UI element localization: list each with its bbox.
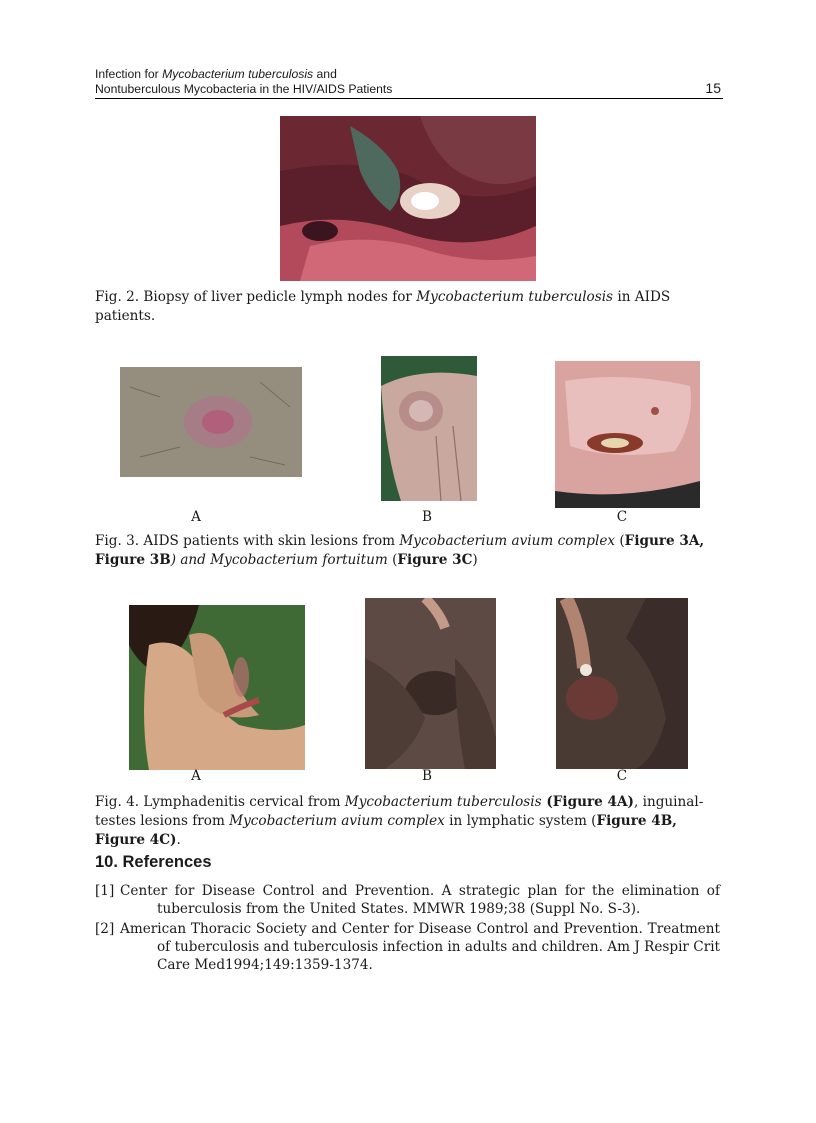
figure-3-panel-label-c: C xyxy=(616,509,628,525)
figure-4a-photo xyxy=(129,605,305,770)
running-header-title: Infection for Mycobacterium tuberculosis and Nontuberculous Mycobacteria in the HIV/AIDS Patients xyxy=(95,67,393,96)
figure-3a-photo xyxy=(120,367,302,477)
figure-2-photo xyxy=(280,116,536,281)
figure-4-panel-label-b: B xyxy=(422,768,432,784)
figure-4-panel-label-a: A xyxy=(191,768,201,784)
reference-item-1 xyxy=(95,882,720,918)
page-number: 15 xyxy=(705,80,721,96)
figure-4b-photo xyxy=(365,598,496,769)
figure-2-caption: Fig. 2. Biopsy of liver pedicle lymph nodes for Mycobacterium tuberculosis in AIDS patients. xyxy=(95,289,671,324)
running-header xyxy=(95,67,723,99)
reference-number: [1] xyxy=(95,883,115,899)
figure-3-panel-label-b: B xyxy=(422,509,432,525)
figure-4-panel-label-c: C xyxy=(616,768,628,784)
figure-4c-photo xyxy=(556,598,688,769)
references-heading: 10. References xyxy=(95,853,212,871)
figure-3c-photo xyxy=(555,361,700,508)
reference-number: [2] xyxy=(95,921,115,937)
figure-3b-photo xyxy=(381,356,477,501)
figure-3-panel-label-a: A xyxy=(191,509,201,525)
figure-3-caption: Fig. 3. AIDS patients with skin lesions from Mycobacterium avium complex (Figure 3A, Figure 3B) and Mycobacterium fortuitum (Figure 3C) xyxy=(95,533,705,568)
reference-text: American Thoracic Society and Center for Disease Control and Prevention. Treatment of tuberculosis and tuberculosis infection in adults and children. Am J Respir Crit Care Med1994;149:1359-1374. xyxy=(120,921,720,974)
reference-text: Center for Disease Control and Prevention. A strategic plan for the elimination of tuberculosis from the United States. MMWR 1989;38 (Suppl No. S-3). xyxy=(120,883,720,918)
figure-4-caption: Fig. 4. Lymphadenitis cervical from Mycobacterium tuberculosis (Figure 4A), inguinal-testes lesions from Mycobacterium avium complex in lymphatic system (Figure 4B, Figure 4C). xyxy=(95,794,704,848)
reference-item-2 xyxy=(95,920,720,975)
